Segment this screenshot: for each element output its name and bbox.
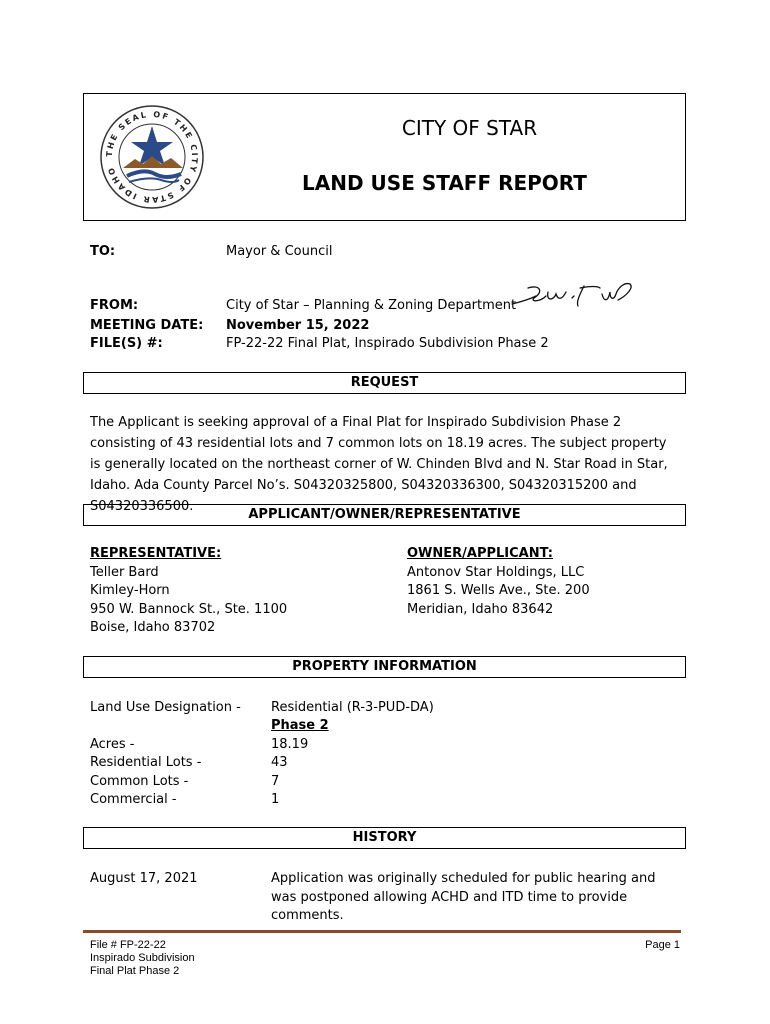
common-lots-label: Common Lots -	[90, 774, 189, 789]
footer-file-number: File # FP-22-22	[90, 939, 166, 951]
request-heading: REQUEST	[83, 372, 686, 394]
owner-name: Antonov Star Holdings, LLC	[407, 564, 585, 580]
meeting-date-value: November 15, 2022	[226, 318, 370, 333]
page-number: Page 1	[645, 939, 680, 951]
city-name: CITY OF STAR	[401, 116, 538, 140]
report-header	[83, 93, 686, 221]
residential-lots-value: 43	[271, 755, 288, 770]
representative-block	[90, 545, 287, 638]
to-value: Mayor & Council	[226, 244, 333, 259]
file-value: FP-22-22 Final Plat, Inspirado Subdivision Phase 2	[226, 336, 549, 351]
owner-city: Meridian, Idaho 83642	[407, 601, 554, 617]
footer-subdivision: Inspirado Subdivision	[90, 952, 195, 964]
report-title: LAND USE STAFF REPORT	[302, 171, 587, 195]
acres-label: Acres -	[90, 737, 135, 752]
request-paragraph: The Applicant is seeking approval of a Final Plat for Inspirado Subdivision Phase 2 consisting of 43 residential lots and 7 common lots on 18.19 acres. The subject property is generally located on the northeast corner of W. Chinden Blvd and N. Star Road in Star, Idaho. Ada County Parcel No’s. S04320325800, S04320336300, S04320315200 and S04320336500.	[90, 415, 668, 514]
property-heading: PROPERTY INFORMATION	[83, 656, 686, 678]
owner-address: 1861 S. Wells Ave., Ste. 200	[407, 583, 590, 598]
to-label: TO:	[90, 244, 116, 259]
representative-heading: REPRESENTATIVE:	[90, 546, 222, 561]
land-use-value: Residential (R-3-PUD-DA)	[271, 700, 434, 715]
representative-company: Kimley-Horn	[90, 583, 170, 598]
representative-city: Boise, Idaho 83702	[90, 620, 216, 635]
phase-label: Phase 2	[271, 718, 329, 733]
applicant-heading: APPLICANT/OWNER/REPRESENTATIVE	[83, 504, 686, 526]
residential-lots-label: Residential Lots -	[90, 755, 202, 770]
meeting-date-label: MEETING DATE:	[90, 318, 204, 333]
owner-heading: OWNER/APPLICANT:	[407, 546, 553, 561]
representative-name: Teller Bard	[90, 564, 159, 580]
commercial-label: Commercial -	[90, 792, 177, 807]
history-text: Application was originally scheduled for public hearing and was postponed allowing ACHD and ITD time to provide comments.	[271, 871, 656, 923]
representative-address: 950 W. Bannock St., Ste. 1100	[90, 601, 288, 617]
land-use-label: Land Use Designation -	[90, 700, 241, 715]
footer-divider	[83, 930, 681, 933]
footer-file-info	[90, 939, 195, 978]
history-date: August 17, 2021	[90, 871, 198, 886]
owner-block	[407, 545, 590, 619]
footer-plat-phase: Final Plat Phase 2	[90, 965, 180, 977]
common-lots-value: 7	[271, 774, 280, 789]
acres-value: 18.19	[271, 737, 309, 752]
svg-text:THE SEAL OF THE CITY OF STAR I: THE SEAL OF THE CITY OF STAR IDAHO	[104, 109, 200, 205]
signature-image	[510, 278, 635, 312]
history-heading: HISTORY	[83, 827, 686, 849]
from-label: FROM:	[90, 298, 139, 313]
from-value: City of Star – Planning & Zoning Department	[226, 298, 517, 313]
commercial-value: 1	[271, 792, 280, 807]
file-label: FILE(S) #:	[90, 336, 163, 351]
